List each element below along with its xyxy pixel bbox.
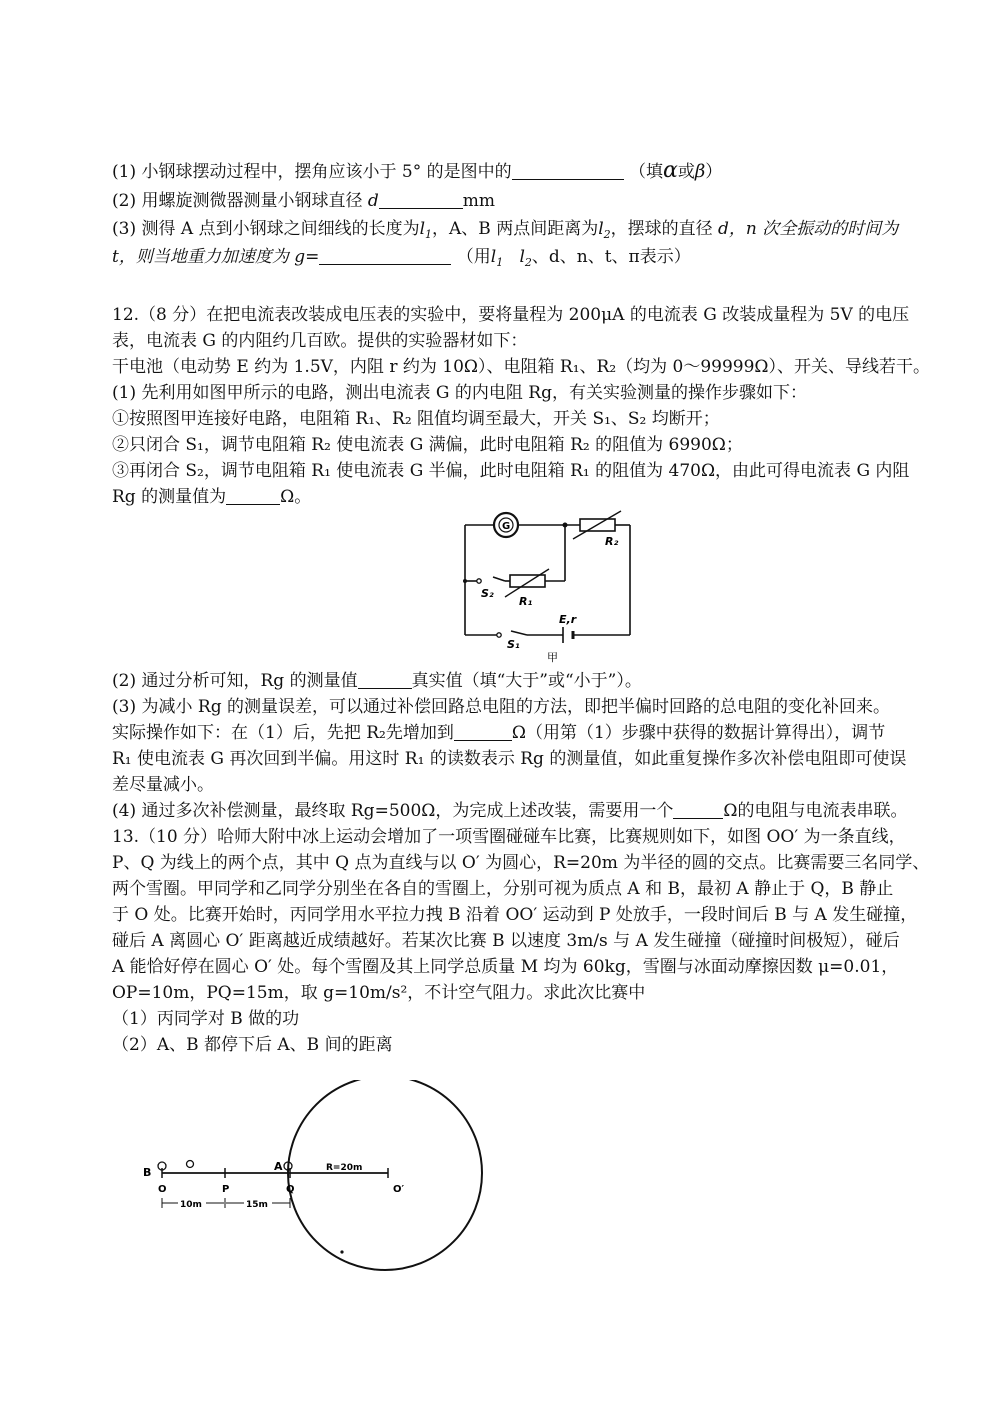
- label-q: Q: [286, 1184, 295, 1195]
- figure-caption: 甲: [547, 651, 558, 664]
- q12-step1: ①按照图甲连接好电路，电阻箱 R₁、R₂ 阻值均调至最大，开关 S₁、S₂ 均断开；: [112, 409, 720, 429]
- q11-p3-c: ，摆球的直径: [610, 219, 713, 239]
- q12-p2: [112, 668, 642, 694]
- label-s1: S₁: [507, 638, 520, 651]
- resistor-box-r1: [510, 575, 545, 587]
- q13-question2: （2）A、B 都停下后 A、B 间的距离: [112, 1035, 393, 1055]
- label-r1: R₁: [519, 595, 533, 608]
- answer-blank[interactable]: [379, 190, 463, 209]
- label-a: A: [274, 1160, 283, 1173]
- answer-blank[interactable]: [673, 800, 723, 819]
- label-dist-op: 10m: [180, 1200, 202, 1210]
- alpha-symbol: α: [663, 158, 678, 183]
- q11-part2: [112, 188, 495, 214]
- q11-p2-var: d: [367, 191, 379, 211]
- label-o-prime: O′: [393, 1184, 405, 1195]
- q12-step3b: [112, 484, 311, 510]
- q11-p1-text: (1) 小钢球摆动过程中，摆角应该小于 5° 的是图中的: [112, 162, 512, 182]
- q12-p1: (1) 先利用如图甲所示的电路，测出电流表 G 的内电阻 Rg，有关实验测量的操作步骤如下：: [112, 383, 807, 403]
- q13-line2: P、Q 为线上的两个点，其中 Q 点为直线与以 O′ 为圆心，R=20m 为半径的圆的交点。比赛需要三名同学、: [112, 853, 930, 873]
- q12-p3d: R₁ 使电流表 G 再次回到半偏。用这时 R₁ 的读数表示 Rg 的测量值，如此重复操作多次补偿电阻即可使误: [112, 749, 907, 769]
- q11-p3-l1: l: [419, 219, 426, 239]
- q12-p3c: Ω（用第（1）步骤中获得的数据计算得出），调节: [511, 723, 886, 743]
- q13-question1: （1）丙同学对 B 做的功: [112, 1009, 300, 1029]
- switch-s1-icon: [497, 633, 501, 637]
- q13-line6: A 能恰好停在圆心 O′ 处。每个雪圈及其上同学总质量 M 均为 60kg，雪圈与冰面动摩擦因数 μ=0.01，: [112, 957, 899, 977]
- answer-blank[interactable]: [358, 670, 412, 689]
- q12-p4b: Ω的电阻与电流表串联。: [723, 801, 908, 821]
- q11-p3-f: （用: [456, 247, 491, 267]
- q13-line7: OP=10m，PQ=15m，取 g=10m/s²，不计空气阻力。求此次比赛中: [112, 983, 646, 1003]
- q12-s3b-unit: Ω。: [280, 487, 312, 507]
- q11-p2-unit: mm: [462, 191, 496, 211]
- q12-p3a: (3) 为减小 Rg 的测量误差，可以通过补偿回路总电阻的方法，即把半偏时回路的总电阻的变化补回来。: [112, 697, 890, 717]
- label-b: B: [143, 1166, 152, 1179]
- label-dist-pq: 15m: [246, 1200, 268, 1210]
- q12-p3b: 实际操作如下：在（1）后，先把 R₂先增加到: [112, 723, 454, 743]
- q11-p3-d: d，n 次全振动的时间为: [718, 219, 899, 239]
- switch-s2-icon: [477, 579, 481, 583]
- q12-p3b-line: [112, 720, 885, 746]
- q13-line1: 13.（10 分）哈师大附中冰上运动会增加了一项雪圈碰碰车比赛，比赛规则如下，如图 OO′ 为一条直线，: [112, 827, 906, 847]
- ice-track-diagram: [140, 1080, 500, 1300]
- q13-line4: 于 O 处。比赛开始时，丙同学用水平拉力拽 B 沿着 OO′ 运动到 P 处放手，一段时间后 B 与 A 发生碰撞，: [112, 905, 918, 925]
- q11-p1-or: 或: [677, 162, 695, 182]
- q12-intro2: 表，电流表 G 的内阻约几百欧。提供的实验器材如下：: [112, 331, 528, 351]
- q11-p1-end: ）: [705, 162, 723, 182]
- track-circle: [288, 1080, 482, 1270]
- q11-p3-l2: l: [598, 219, 604, 239]
- label-er: E,r: [559, 613, 577, 626]
- q12-p2a: (2) 通过分析可知，Rg 的测量值: [112, 671, 358, 691]
- label-p: P: [222, 1184, 230, 1195]
- circuit-diagram: [455, 505, 645, 665]
- q11-p3-h: 、d、n、t、π表示）: [531, 247, 691, 267]
- q12-step3: ③再闭合 S₂，调节电阻箱 R₁ 使电流表 G 半偏，此时电阻箱 R₁ 的阻值为 470Ω，由此可得电流表 G 内阻: [112, 461, 910, 481]
- q12-p3e: 差尽量减小。: [112, 775, 214, 795]
- label-o: O: [158, 1184, 167, 1195]
- q11-part3-line1: (3) 测得 A 点到小钢球之间细线的长度为$l_1$，A、B 两点间距离为$l_2$，摆球的直径 d，n 次全振动的时间为: [112, 219, 899, 241]
- q12-intro3: 干电池（电动势 E 约为 1.5V，内阻 r 约为 10Ω）、电阻箱 R₁、R₂（均为 0～99999Ω）、开关、导线若干。: [112, 357, 931, 377]
- answer-blank[interactable]: [512, 161, 624, 180]
- label-r2: R₂: [605, 535, 619, 548]
- q12-p2b: 真实值（填“大于”或“小于”）。: [411, 671, 642, 691]
- q12-step2: ②只闭合 S₁，调节电阻箱 R₂ 使电流表 G 满偏，此时电阻箱 R₂ 的阻值为 6990Ω；: [112, 435, 743, 455]
- ring-icon: [187, 1161, 194, 1168]
- q11-p2-text: (2) 用螺旋测微器测量小钢球直径: [112, 191, 363, 211]
- label-s2: S₂: [481, 587, 494, 600]
- q13-line3: 两个雪圈。甲同学和乙同学分别坐在各自的雪圈上，分别可视为质点 A 和 B，最初 A 静止于 Q，B 静止: [112, 879, 894, 899]
- answer-blank[interactable]: [454, 722, 512, 741]
- label-g: G: [502, 521, 511, 532]
- q11-part3-line2: t，则当地重力加速度为 g= （用$l_1$ $l_2$、d、n、t、π表示）: [112, 247, 691, 269]
- label-radius: R=20m: [326, 1163, 363, 1173]
- q11-p3-g: g=: [294, 247, 320, 267]
- answer-blank[interactable]: [226, 486, 280, 505]
- q11-p3-e: t，则当地重力加速度为: [112, 247, 289, 267]
- q12-intro1: 12.（8 分）在把电流表改装成电压表的实验中，要将量程为 200μA 的电流表 G 改装成量程为 5V 的电压: [112, 305, 910, 325]
- q11-p1-fill: （填: [629, 162, 664, 182]
- q12-p4: [112, 798, 907, 824]
- q11-part1: [112, 158, 722, 185]
- answer-blank[interactable]: [319, 246, 451, 265]
- beta-symbol: β: [694, 161, 706, 182]
- q13-line5: 碰后 A 离圆心 O′ 距离越近成绩越好。若某次比赛 B 以速度 3m/s 与 A 发生碰撞（碰撞时间极短），碰后: [112, 931, 900, 951]
- q12-p4a: (4) 通过多次补偿测量，最终取 Rg=500Ω，为完成上述改装，需要用一个: [112, 801, 674, 821]
- q12-s3b-text: Rg 的测量值为: [112, 487, 227, 507]
- q11-p3-a: (3) 测得 A 点到小钢球之间细线的长度为: [112, 219, 420, 239]
- q11-p3-b: ，A、B 两点间距离为: [432, 219, 599, 239]
